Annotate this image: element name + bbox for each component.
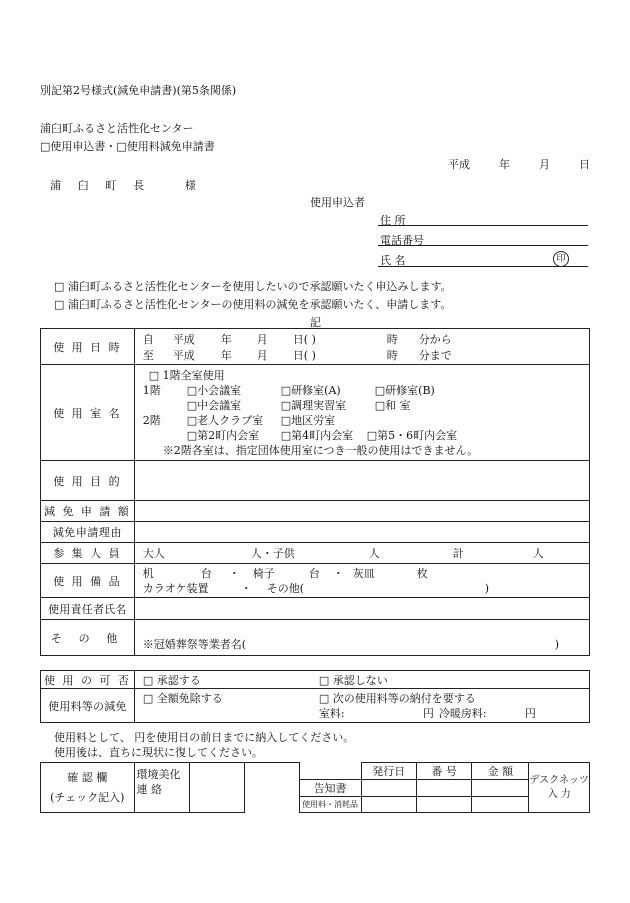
- from-era: 平成: [172, 332, 195, 346]
- fee-amount: [472, 797, 529, 813]
- deny-option: □ 承認しない: [318, 673, 388, 687]
- room-training-a: □研修室(A): [280, 383, 341, 397]
- to-day: 日( ): [292, 348, 316, 362]
- room-fee-label: 室料:: [318, 707, 345, 720]
- note-payment: 使用料として、 円を使用日の前日までに納入してください。: [54, 731, 355, 744]
- desknet-label-1: デスクネッツ: [529, 774, 589, 786]
- room-japanese: □和 室: [374, 398, 411, 412]
- to-minute: 分まで: [418, 348, 452, 362]
- room-cooking: □調理実習室: [280, 398, 347, 412]
- equipment-cell: [134, 564, 589, 598]
- applicant-title: 使用申込者: [310, 196, 365, 209]
- ashtray-label: 灰皿: [352, 567, 375, 580]
- year-label: 年: [499, 158, 510, 171]
- approve-option: □ 承認する: [142, 673, 201, 687]
- from-prefix: 自: [142, 332, 154, 346]
- env-column: [134, 763, 190, 813]
- reduce-cell: [134, 689, 589, 723]
- child-unit: 人: [368, 547, 380, 560]
- separator-3: ・: [240, 582, 252, 595]
- from-year: 年: [220, 332, 232, 346]
- full-exemption-option: □ 全額免除する: [142, 692, 223, 705]
- room-assoc-4: □第4町内会室: [280, 428, 354, 442]
- desknet-label-2: 入 力: [547, 788, 571, 800]
- reduction-reason-cell: [134, 522, 589, 543]
- ki-label: 記: [310, 316, 321, 329]
- approval-table: [40, 670, 590, 723]
- room-medium-meeting: □中会議室: [186, 398, 242, 412]
- separator-1: ・: [228, 567, 240, 580]
- check-sub-label: (チェック記入): [50, 790, 125, 804]
- check-column: [41, 763, 135, 813]
- rooms-note: ※2階各室は、指定団体使用室につき一般の使用はできません。: [162, 443, 479, 457]
- phone-line: [378, 245, 588, 246]
- from-hour: 時: [386, 332, 398, 346]
- amount-head: 金 額: [472, 763, 529, 780]
- date-line: [448, 156, 590, 172]
- desknet-column: [529, 763, 590, 813]
- application-table: [40, 328, 590, 656]
- dates-cell: [134, 329, 589, 365]
- notice-blank-left: [244, 763, 299, 813]
- ashtray-unit: 枚: [416, 567, 428, 580]
- address-line: [378, 225, 588, 226]
- dates-label: 使 用 日 時: [41, 329, 135, 365]
- facility-name: 浦臼町ふるさと活性化センター: [40, 122, 194, 135]
- total-unit: 人: [532, 547, 544, 560]
- from-month: 月: [256, 332, 268, 346]
- phone-label: 電話番号: [380, 234, 424, 247]
- purpose-cell: [134, 461, 589, 501]
- seal-mark: [553, 251, 569, 267]
- notice-head-blank: [299, 763, 361, 780]
- room-seniors-club: □老人クラブ室: [186, 413, 264, 427]
- room-assoc-5-6: □第5・6町内会室: [366, 428, 458, 442]
- room-fee-yen: 円: [422, 707, 434, 720]
- other-equipment-close: ): [484, 581, 490, 595]
- to-month: 月: [256, 348, 268, 362]
- responsible-label: 使用責任者氏名: [41, 598, 135, 620]
- separator-2: ・: [332, 567, 344, 580]
- addressee-name: 浦 臼 町 長: [50, 179, 151, 192]
- form-title: □使用申込書・□使用料減免申請書: [40, 140, 215, 153]
- rooms-cell: [134, 365, 589, 461]
- purpose-label: 使 用 目 的: [41, 461, 135, 501]
- other-label: そ の 他: [41, 620, 135, 656]
- funeral-vendor-label: ※冠婚葬祭等業者名(: [142, 638, 247, 651]
- notice-date: [361, 780, 416, 797]
- env-label-1: 環境美化: [136, 768, 181, 781]
- check-label: 確 認 欄: [67, 770, 108, 784]
- reduce-label: 使用料等の減免: [41, 689, 135, 723]
- era-label: 平成: [448, 158, 470, 171]
- room-small-meeting: □小会議室: [186, 383, 242, 397]
- note-restore: 使用後は、直ちに現状に復してください。: [54, 746, 263, 759]
- rooms-label: 使 用 室 名: [41, 365, 135, 461]
- chair-label: 椅子: [252, 567, 275, 580]
- other-cell: [134, 620, 589, 656]
- name-line: [378, 266, 588, 267]
- fee-date: [361, 797, 416, 813]
- reduction-reason-label: 減免申請理由: [41, 522, 135, 543]
- reduction-amount-label: 減 免 申 請 額: [41, 501, 135, 522]
- issue-date-head: 発行日: [361, 763, 416, 780]
- funeral-vendor-close: ): [554, 637, 560, 651]
- chair-unit: 台: [308, 567, 320, 580]
- floor1-label: 1階: [142, 383, 161, 397]
- reduction-amount-cell: [134, 501, 589, 522]
- equipment-label: 使 用 備 品: [41, 564, 135, 598]
- addressee: [50, 177, 203, 193]
- to-hour: 時: [386, 348, 398, 362]
- to-prefix: 至: [142, 348, 154, 362]
- responsible-cell: [134, 598, 589, 620]
- form-id: 別記第2号様式(減免申請書)(第5条関係): [40, 84, 237, 97]
- karaoke-label: カラオケ装置: [142, 582, 209, 595]
- floor2-label: 2階: [142, 413, 161, 427]
- partial-payment-option: □ 次の使用料等の納付を要する: [318, 692, 476, 705]
- approval-label: 使 用 の 可 否: [41, 671, 135, 689]
- office-use-table: [40, 762, 590, 813]
- addressee-honorific: 様: [184, 179, 203, 192]
- all-floor1-option: □ 1階全室使用: [148, 368, 225, 382]
- name-label: 氏 名: [380, 254, 406, 267]
- from-day: 日( ): [292, 332, 316, 346]
- desk-unit: 台: [200, 567, 212, 580]
- env-blank: [190, 763, 245, 813]
- request-2: □ 浦臼町ふるさと活性化センターの使用料の減免を承認願いたく、申請します。: [54, 298, 452, 311]
- fee-row-label: 使用料・消耗品: [299, 797, 361, 813]
- notice-label: 告知書: [299, 780, 361, 797]
- fee-number: [416, 797, 471, 813]
- room-assoc-2: □第2町内会室: [186, 428, 260, 442]
- room-training-b: □研修室(B): [374, 383, 435, 397]
- adult-unit: 人・子供: [250, 547, 295, 560]
- to-year: 年: [220, 348, 232, 362]
- env-label-2: 連 絡: [136, 783, 163, 796]
- day-label: 日: [579, 158, 590, 171]
- request-1: □ 浦臼町ふるさと活性化センターを使用したいので承認願いたく申込みします。: [54, 280, 452, 293]
- desk-label: 机: [142, 567, 154, 580]
- other-equipment-label: その他(: [266, 582, 305, 595]
- to-era: 平成: [172, 348, 195, 362]
- from-minute: 分から: [418, 332, 452, 346]
- address-label: 住 所: [380, 214, 406, 227]
- total-label: 計: [452, 547, 464, 560]
- month-label: 月: [539, 158, 550, 171]
- adult-label: 大人: [142, 547, 165, 560]
- approval-cell: [134, 671, 589, 689]
- seal-text: 印: [553, 251, 569, 267]
- ac-fee-label: 冷暖房料:: [438, 707, 487, 720]
- attendees-label: 参 集 人 員: [41, 543, 135, 564]
- ac-fee-yen: 円: [524, 707, 536, 720]
- notice-amount: [472, 780, 529, 797]
- number-head: 番 号: [416, 763, 471, 780]
- attendees-cell: [134, 543, 589, 564]
- room-labor: □地区労室: [280, 413, 336, 427]
- notice-number: [416, 780, 471, 797]
